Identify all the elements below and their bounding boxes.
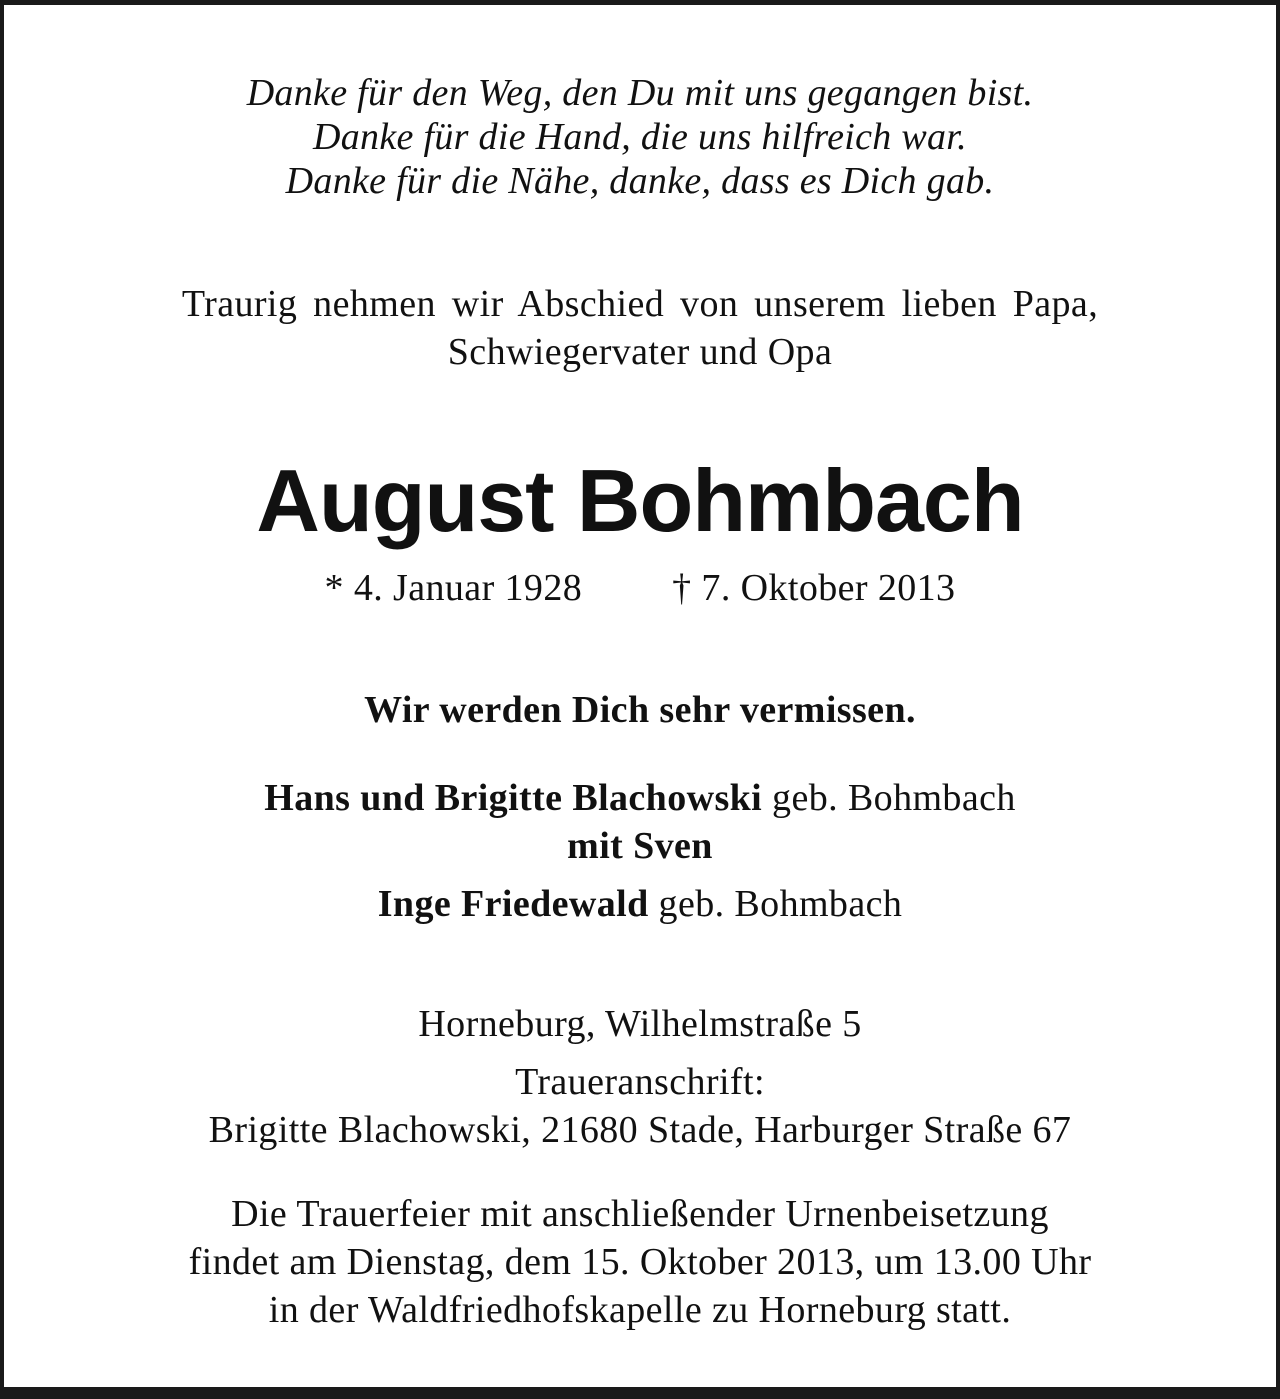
deceased-name: August Bohmbach [256, 451, 1024, 550]
birth-date: * 4. Januar 1928 [324, 567, 583, 609]
mourner-name: Hans und Brigitte Blachowski [264, 777, 763, 819]
ceremony-line-3: in der Waldfriedhofskapelle zu Horneburg statt. [268, 1289, 1012, 1331]
mourner-maiden-name: geb. Bohmbach [648, 883, 903, 925]
intro-line-2: Schwiegervater und Opa [447, 331, 833, 373]
poem-line-1: Danke für den Weg, den Du mit uns gegangen bist. [246, 72, 1034, 114]
mourner-line-1 [4, 775, 1276, 821]
mourner-maiden-name: geb. Bohmbach [762, 777, 1016, 819]
farewell-message: Wir werden Dich sehr vermissen. [364, 689, 916, 731]
mourner-line-2 [4, 823, 1276, 869]
mourner-name: Inge Friedewald [377, 883, 649, 925]
ceremony-line-1: Die Trauerfeier mit anschließender Urnenbeisetzung [231, 1193, 1049, 1235]
death-date: † 7. Oktober 2013 [672, 567, 956, 609]
poem-line-3: Danke für die Nähe, danke, dass es Dich gab. [285, 160, 995, 202]
intro-line-1: Traurig nehmen wir Abschied von unserem lieben Papa, [181, 283, 1099, 325]
mourning-address: Brigitte Blachowski, 21680 Stade, Harburger Straße 67 [208, 1109, 1072, 1151]
mourning-address-label: Traueranschrift: [515, 1061, 765, 1103]
mourner-name: mit Sven [567, 825, 713, 867]
poem-line-2: Danke für die Hand, die uns hilfreich war. [313, 116, 967, 158]
residence-address: Horneburg, Wilhelmstraße 5 [418, 1003, 862, 1045]
mourner-line-3 [4, 881, 1276, 927]
life-dates [4, 565, 1276, 611]
ceremony-line-2: findet am Dienstag, dem 15. Oktober 2013, um 13.00 Uhr [188, 1241, 1092, 1283]
